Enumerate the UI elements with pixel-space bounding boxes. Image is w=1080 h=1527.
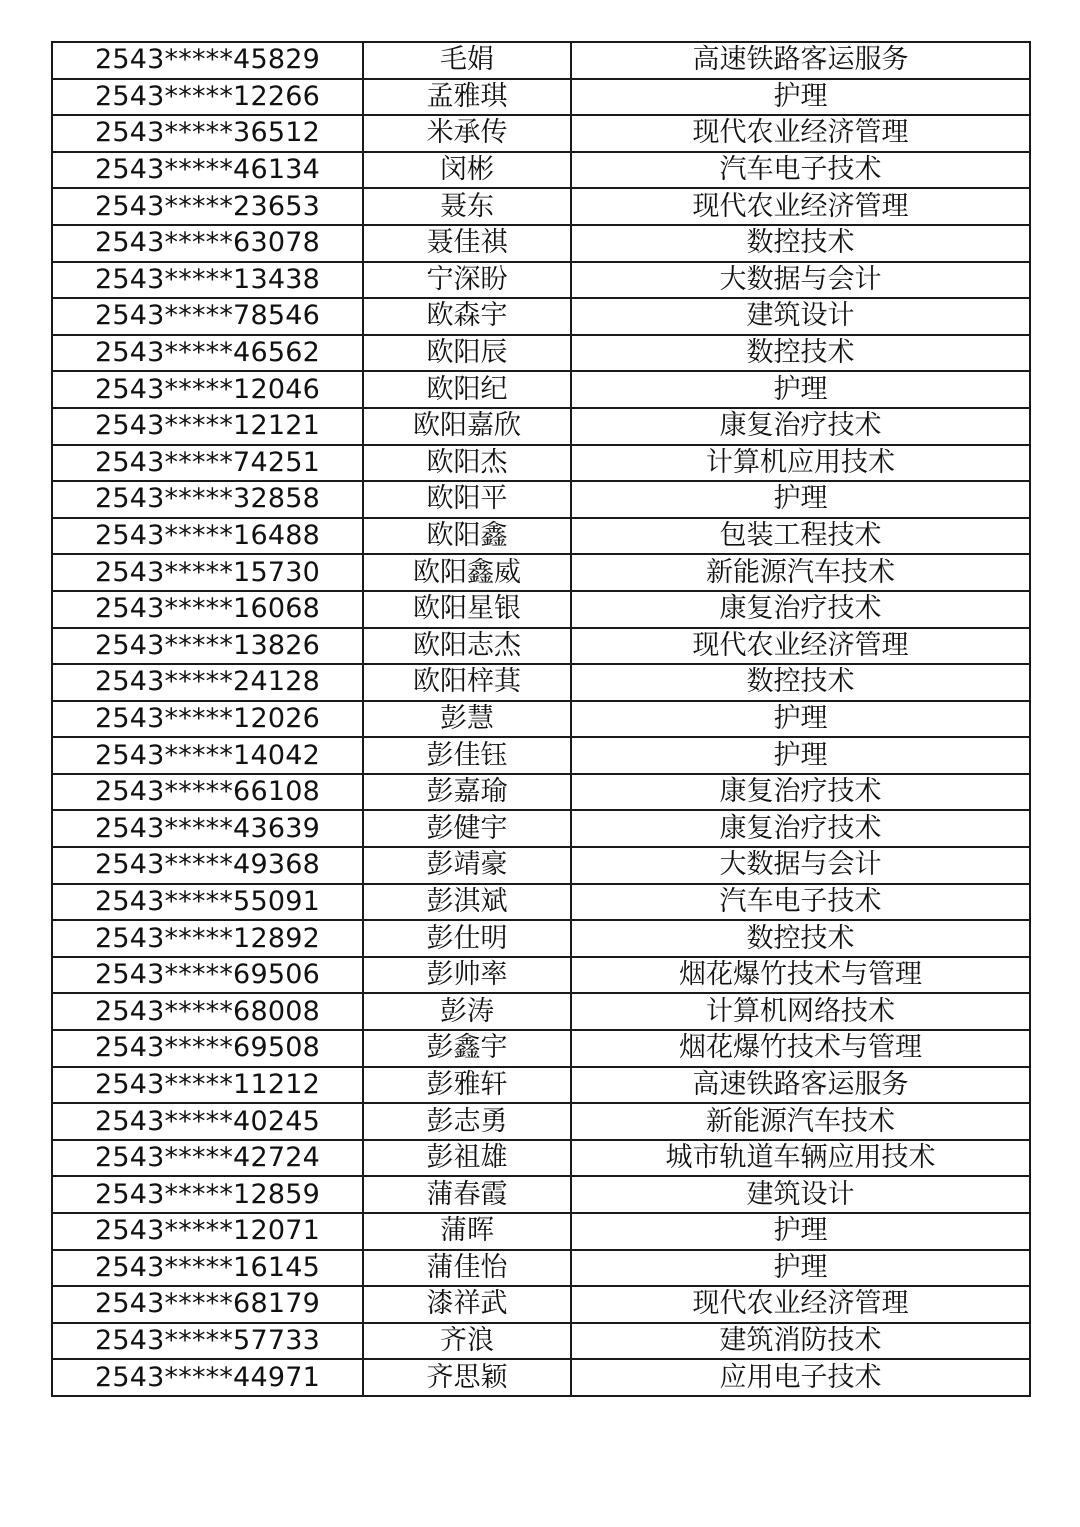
- major-cell: 计算机应用技术: [571, 445, 1030, 482]
- student-id-cell: 2543*****57733: [52, 1323, 363, 1360]
- student-id-cell: 2543*****68008: [52, 993, 363, 1030]
- student-name-cell: 欧阳纪: [363, 371, 571, 408]
- student-id-cell: 2543*****55091: [52, 884, 363, 921]
- student-id-cell: 2543*****16488: [52, 518, 363, 555]
- student-id-cell: 2543*****12046: [52, 371, 363, 408]
- student-id-cell: 2543*****74251: [52, 445, 363, 482]
- table-row: [52, 554, 1030, 591]
- major-cell: 新能源汽车技术: [571, 1103, 1030, 1140]
- major-cell: 城市轨道车辆应用技术: [571, 1140, 1030, 1177]
- student-id-cell: 2543*****15730: [52, 554, 363, 591]
- student-name-cell: 欧阳辰: [363, 335, 571, 372]
- major-cell: 包装工程技术: [571, 518, 1030, 555]
- major-cell: 数控技术: [571, 225, 1030, 262]
- student-id-cell: 2543*****69506: [52, 957, 363, 994]
- table-row: [52, 1213, 1030, 1250]
- student-id-cell: 2543*****43639: [52, 810, 363, 847]
- major-cell: 应用电子技术: [571, 1359, 1030, 1396]
- major-cell: 现代农业经济管理: [571, 115, 1030, 152]
- table-row: [52, 152, 1030, 189]
- student-id-cell: 2543*****12892: [52, 920, 363, 957]
- student-name-cell: 欧阳平: [363, 481, 571, 518]
- major-cell: 大数据与会计: [571, 847, 1030, 884]
- student-name-cell: 欧阳鑫: [363, 518, 571, 555]
- student-name-cell: 齐浪: [363, 1323, 571, 1360]
- student-name-cell: 毛娟: [363, 42, 571, 79]
- student-name-cell: 欧阳志杰: [363, 628, 571, 665]
- major-cell: 建筑设计: [571, 298, 1030, 335]
- student-id-cell: 2543*****16145: [52, 1250, 363, 1287]
- student-id-cell: 2543*****40245: [52, 1103, 363, 1140]
- student-id-cell: 2543*****69508: [52, 1030, 363, 1067]
- table-row: [52, 737, 1030, 774]
- major-cell: 计算机网络技术: [571, 993, 1030, 1030]
- major-cell: 护理: [571, 79, 1030, 116]
- student-name-cell: 彭慧: [363, 701, 571, 738]
- roster-sheet: [51, 41, 1027, 1397]
- student-name-cell: 彭嘉瑜: [363, 774, 571, 811]
- table-row: [52, 701, 1030, 738]
- student-name-cell: 齐思颖: [363, 1359, 571, 1396]
- roster-table: [51, 41, 1031, 1397]
- major-cell: 汽车电子技术: [571, 884, 1030, 921]
- table-row: [52, 262, 1030, 299]
- student-id-cell: 2543*****23653: [52, 188, 363, 225]
- major-cell: 现代农业经济管理: [571, 188, 1030, 225]
- table-row: [52, 1359, 1030, 1396]
- major-cell: 康复治疗技术: [571, 591, 1030, 628]
- student-name-cell: 彭鑫宇: [363, 1030, 571, 1067]
- student-name-cell: 欧森宇: [363, 298, 571, 335]
- major-cell: 数控技术: [571, 920, 1030, 957]
- student-name-cell: 彭健宇: [363, 810, 571, 847]
- table-row: [52, 188, 1030, 225]
- student-id-cell: 2543*****12026: [52, 701, 363, 738]
- major-cell: 数控技术: [571, 664, 1030, 701]
- table-row: [52, 957, 1030, 994]
- student-name-cell: 欧阳鑫威: [363, 554, 571, 591]
- major-cell: 护理: [571, 1250, 1030, 1287]
- major-cell: 现代农业经济管理: [571, 628, 1030, 665]
- major-cell: 新能源汽车技术: [571, 554, 1030, 591]
- major-cell: 建筑消防技术: [571, 1323, 1030, 1360]
- student-name-cell: 彭淇斌: [363, 884, 571, 921]
- student-name-cell: 彭涛: [363, 993, 571, 1030]
- student-id-cell: 2543*****44971: [52, 1359, 363, 1396]
- student-id-cell: 2543*****63078: [52, 225, 363, 262]
- student-name-cell: 漆祥武: [363, 1286, 571, 1323]
- student-id-cell: 2543*****66108: [52, 774, 363, 811]
- student-name-cell: 蒲晖: [363, 1213, 571, 1250]
- student-name-cell: 彭志勇: [363, 1103, 571, 1140]
- table-row: [52, 920, 1030, 957]
- table-row: [52, 298, 1030, 335]
- major-cell: 护理: [571, 371, 1030, 408]
- major-cell: 康复治疗技术: [571, 408, 1030, 445]
- table-row: [52, 993, 1030, 1030]
- major-cell: 建筑设计: [571, 1176, 1030, 1213]
- student-name-cell: 孟雅琪: [363, 79, 571, 116]
- table-row: [52, 1103, 1030, 1140]
- student-name-cell: 欧阳梓萁: [363, 664, 571, 701]
- major-cell: 数控技术: [571, 335, 1030, 372]
- major-cell: 高速铁路客运服务: [571, 1067, 1030, 1104]
- student-id-cell: 2543*****13826: [52, 628, 363, 665]
- student-name-cell: 米承传: [363, 115, 571, 152]
- table-row: [52, 335, 1030, 372]
- table-row: [52, 628, 1030, 665]
- table-row: [52, 847, 1030, 884]
- student-name-cell: 聂佳祺: [363, 225, 571, 262]
- table-row: [52, 371, 1030, 408]
- table-row: [52, 1140, 1030, 1177]
- roster-table-body: [52, 42, 1030, 1396]
- student-name-cell: 彭佳钰: [363, 737, 571, 774]
- student-name-cell: 欧阳杰: [363, 445, 571, 482]
- major-cell: 护理: [571, 481, 1030, 518]
- student-id-cell: 2543*****68179: [52, 1286, 363, 1323]
- student-name-cell: 彭帅率: [363, 957, 571, 994]
- student-name-cell: 蒲春霞: [363, 1176, 571, 1213]
- student-id-cell: 2543*****42724: [52, 1140, 363, 1177]
- student-id-cell: 2543*****12121: [52, 408, 363, 445]
- student-id-cell: 2543*****12266: [52, 79, 363, 116]
- table-row: [52, 664, 1030, 701]
- student-name-cell: 聂东: [363, 188, 571, 225]
- student-id-cell: 2543*****32858: [52, 481, 363, 518]
- table-row: [52, 42, 1030, 79]
- major-cell: 护理: [571, 701, 1030, 738]
- table-row: [52, 225, 1030, 262]
- major-cell: 护理: [571, 1213, 1030, 1250]
- student-name-cell: 宁深盼: [363, 262, 571, 299]
- table-row: [52, 884, 1030, 921]
- table-row: [52, 481, 1030, 518]
- table-row: [52, 408, 1030, 445]
- student-name-cell: 欧阳星银: [363, 591, 571, 628]
- major-cell: 烟花爆竹技术与管理: [571, 957, 1030, 994]
- student-id-cell: 2543*****13438: [52, 262, 363, 299]
- table-row: [52, 1250, 1030, 1287]
- major-cell: 现代农业经济管理: [571, 1286, 1030, 1323]
- student-name-cell: 彭靖豪: [363, 847, 571, 884]
- student-id-cell: 2543*****78546: [52, 298, 363, 335]
- student-id-cell: 2543*****36512: [52, 115, 363, 152]
- student-id-cell: 2543*****46562: [52, 335, 363, 372]
- table-row: [52, 79, 1030, 116]
- table-row: [52, 1067, 1030, 1104]
- student-name-cell: 闵彬: [363, 152, 571, 189]
- major-cell: 烟花爆竹技术与管理: [571, 1030, 1030, 1067]
- major-cell: 康复治疗技术: [571, 774, 1030, 811]
- table-row: [52, 1323, 1030, 1360]
- student-name-cell: 蒲佳怡: [363, 1250, 571, 1287]
- student-id-cell: 2543*****45829: [52, 42, 363, 79]
- student-id-cell: 2543*****49368: [52, 847, 363, 884]
- student-name-cell: 彭雅轩: [363, 1067, 571, 1104]
- table-row: [52, 774, 1030, 811]
- student-id-cell: 2543*****46134: [52, 152, 363, 189]
- table-row: [52, 591, 1030, 628]
- student-id-cell: 2543*****14042: [52, 737, 363, 774]
- major-cell: 护理: [571, 737, 1030, 774]
- table-row: [52, 810, 1030, 847]
- student-id-cell: 2543*****24128: [52, 664, 363, 701]
- table-row: [52, 518, 1030, 555]
- major-cell: 汽车电子技术: [571, 152, 1030, 189]
- table-row: [52, 1176, 1030, 1213]
- table-row: [52, 1030, 1030, 1067]
- student-name-cell: 欧阳嘉欣: [363, 408, 571, 445]
- table-row: [52, 445, 1030, 482]
- major-cell: 高速铁路客运服务: [571, 42, 1030, 79]
- student-id-cell: 2543*****12071: [52, 1213, 363, 1250]
- student-name-cell: 彭仕明: [363, 920, 571, 957]
- student-id-cell: 2543*****11212: [52, 1067, 363, 1104]
- student-name-cell: 彭祖雄: [363, 1140, 571, 1177]
- table-row: [52, 1286, 1030, 1323]
- major-cell: 康复治疗技术: [571, 810, 1030, 847]
- student-id-cell: 2543*****16068: [52, 591, 363, 628]
- major-cell: 大数据与会计: [571, 262, 1030, 299]
- student-id-cell: 2543*****12859: [52, 1176, 363, 1213]
- table-row: [52, 115, 1030, 152]
